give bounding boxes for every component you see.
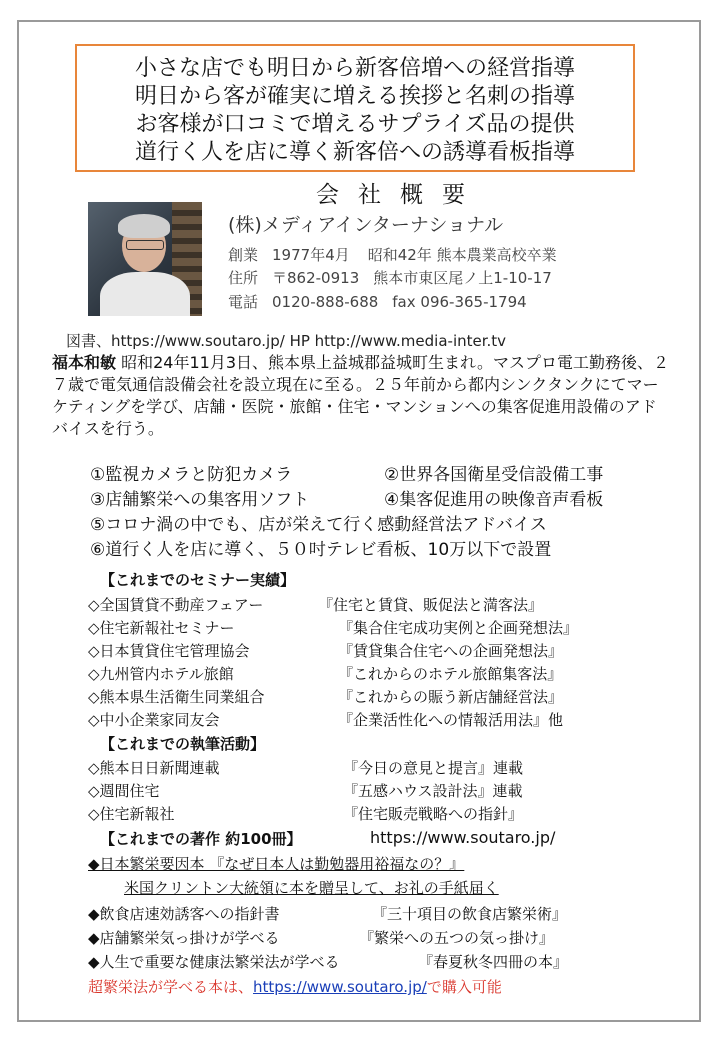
purchase-link[interactable]: https://www.soutaro.jp/ [253, 978, 427, 996]
founded-value: 1977年4月 [272, 246, 350, 264]
founded-label: 創業 [228, 246, 259, 264]
purchase-suffix: で購入可能 [426, 978, 502, 996]
service-item: ⑤コロナ渦の中でも、店が栄えて行く感動経営法アドバイス [90, 515, 547, 535]
seminar-org: ◇熊本県生活衛生同業組合 [88, 688, 265, 706]
address-zip: 〒862-0913 [272, 269, 360, 287]
promo-line: 道行く人を店に導く新客倍への誘導看板指導 [134, 140, 575, 165]
founded-row [228, 244, 557, 265]
writing-org: ◇熊本日日新聞連載 [88, 759, 220, 777]
seminar-org: ◇住宅新報社セミナー [88, 619, 235, 637]
books-url: https://www.soutaro.jp/ [370, 828, 556, 847]
writing-topic: 『五感ハウス設計法』連載 [343, 782, 523, 800]
hair-shape [118, 214, 170, 238]
featured-book: ◆日本繁栄要因本 『なぜ日本人は勤勉器用裕福なの？』 [88, 855, 465, 873]
bio-text: 昭和24年11月3日、熊本県上益城郡益城町生まれ。マスプロ電工勤務後、２７歳で電気通信設備会社を設立現在に至る。２５年前から都内シンクタンクにてマーケティングを学び、店舗・医院・旅館・住宅・マンションへの集客促進用設備のアドバイスを行う。 [52, 353, 669, 438]
links-line: 図書、https://www.soutaro.jp/ HP http://www.media-inter.tv [66, 332, 507, 350]
writing-topic: 『住宅販売戦略への指針』 [343, 805, 524, 823]
seminar-topic: 『これからの賑う新店舗経営法』 [338, 688, 564, 706]
bio-paragraph [52, 352, 672, 440]
featured-book-note: 米国クリントン大統領に本を贈呈して、お礼の手紙届く [124, 879, 499, 897]
phone-row [228, 291, 527, 312]
writing-org: ◇週間住宅 [88, 782, 160, 800]
seminar-topic: 『これからのホテル旅館集客法』 [338, 665, 563, 683]
address-row [228, 267, 552, 288]
service-item: ③店舗繁栄への集客用ソフト [90, 490, 310, 510]
purchase-line [88, 976, 502, 997]
seminar-org: ◇中小企業家同友会 [88, 711, 220, 729]
address-value: 熊本市東区尾ノ上1-10-17 [373, 269, 552, 287]
writing-org: ◇住宅新報社 [88, 805, 175, 823]
portrait-photo [88, 202, 202, 316]
book-title: 『繁栄への五つの気っ掛け』 [359, 929, 555, 947]
phone-label: 電話 [228, 293, 259, 311]
promo-line: 明日から客が確実に増える挨拶と名刺の指導 [134, 84, 575, 109]
seminar-topic: 『賃貸集合住宅への企画発想法』 [338, 642, 564, 660]
purchase-prefix: 超繁栄法が学べる本は、 [88, 978, 254, 996]
book-title: 『春夏秋冬四冊の本』 [418, 953, 569, 971]
book-genre: ◆店舗繁栄気っ掛けが学べる [88, 929, 280, 947]
service-item: ⑥道行く人を店に導く、５０吋テレビ看板、10万以下で設置 [90, 540, 552, 560]
company-name: (株)メディアインターナショナル [228, 214, 504, 236]
shirt-shape [100, 272, 190, 316]
promo-box [75, 44, 635, 172]
fax-value: fax 096-365-1794 [392, 293, 527, 311]
writing-heading: 【これまでの執筆活動】 [100, 735, 266, 753]
profile-title: 会社概要 [316, 182, 484, 208]
seminar-org: ◇日本賃貸住宅管理協会 [88, 642, 250, 660]
founded-note: 昭和42年 熊本農業高校卒業 [367, 246, 557, 264]
promo-line: 小さな店でも明日から新客倍増への経営指導 [134, 56, 575, 81]
book-genre: ◆飲食店速効誘客への指針書 [88, 905, 280, 923]
book-title: 『三十項目の飲食店繁栄術』 [372, 905, 568, 923]
seminar-topic: 『企業活性化への情報活用法』他 [338, 711, 564, 729]
phone-value: 0120-888-688 [272, 293, 379, 311]
address-label: 住所 [228, 269, 259, 287]
seminars-heading: 【これまでのセミナー実績】 [100, 571, 296, 589]
writing-topic: 『今日の意見と提言』連載 [343, 759, 524, 777]
promo-line: お客様が口コミで増えるサプライズ品の提供 [135, 112, 575, 137]
service-item: ②世界各国衛星受信設備工事 [384, 465, 604, 485]
seminar-topic: 『集合住宅成功実例と企画発想法』 [338, 619, 579, 637]
seminar-org: ◇九州管内ホテル旅館 [88, 665, 234, 683]
seminar-topic: 『住宅と賃貸、販促法と満客法』 [318, 596, 544, 614]
service-item: ①監視カメラと防犯カメラ [90, 465, 293, 485]
service-item: ④集客促進用の映像音声看板 [384, 490, 604, 510]
books-heading: 【これまでの著作 約100冊】 [100, 830, 302, 848]
person-name: 福本和敏 [52, 353, 117, 372]
seminar-org: ◇全国賃貸不動産フェアー [88, 596, 264, 614]
glasses-shape [126, 240, 164, 250]
book-genre: ◆人生で重要な健康法繁栄法が学べる [88, 953, 340, 971]
